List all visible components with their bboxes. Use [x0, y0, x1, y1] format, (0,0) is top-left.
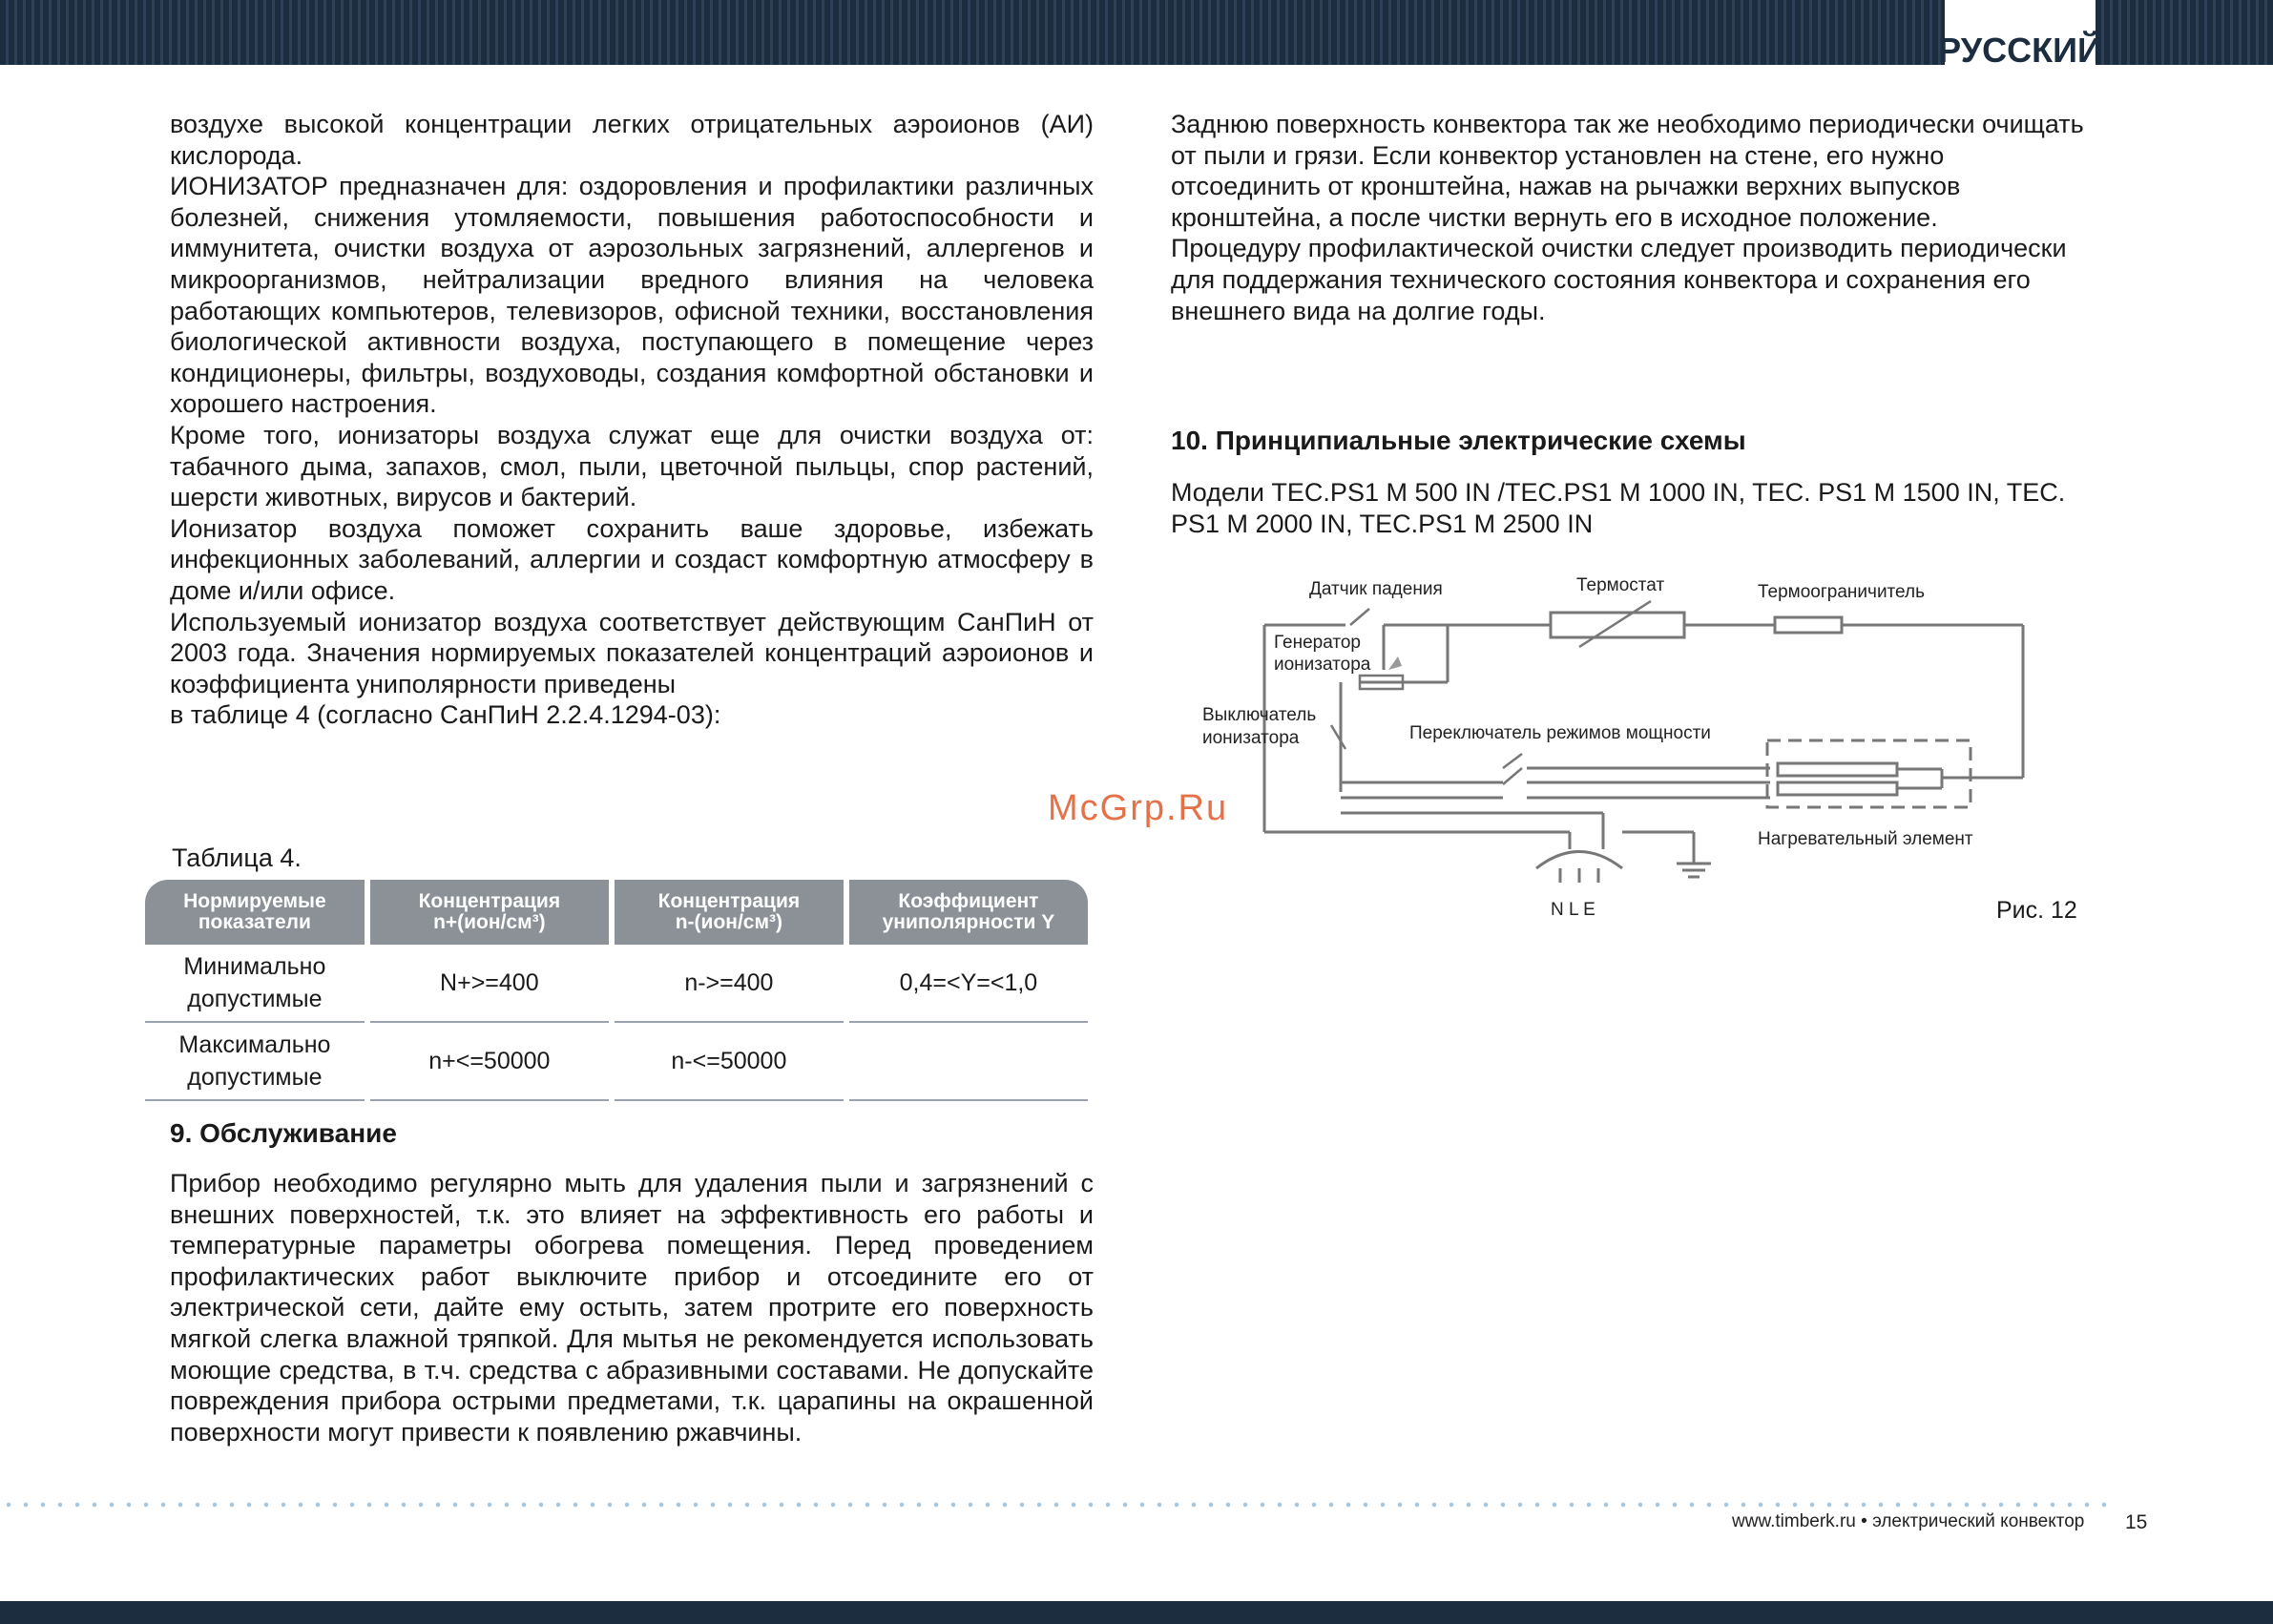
paragraph: Процедуру профилактической очистки следует производить периодически для поддержания технического состояния конвектора и сохранения его внешнего вида на долгие годы. — [1171, 234, 2067, 325]
paragraph: Модели TEC.PS1 M 500 IN /TEC.PS1 M 1000 IN, TEC. PS1 M 1500 IN, TEC. PS1 M 2000 IN, TEC.PS1 M 2500 IN — [1171, 478, 2066, 538]
table-header: Коэффициент униполярности Y — [849, 880, 1088, 945]
table-row — [145, 1023, 1088, 1101]
paragraph: Кроме того, ионизаторы воздуха служат еще для очистки воздуха от: табачного дыма, запахов, смол, пыли, цветочной пыльцы, спор растений, шерсти животных, вирусов и бактерий. — [170, 420, 1094, 512]
paragraph: Ионизатор воздуха поможет сохранить ваше здоровье, избежать инфекционных заболеваний, аллергии и создаст комфортную атмосферу в доме и/или офисе. — [170, 513, 1094, 605]
label-ionizer-generator: Генератор — [1274, 633, 1361, 653]
language-label: РУССКИЙ — [1945, 0, 2096, 76]
table-cell: Минимально допустимые — [145, 945, 365, 1023]
paragraph: Прибор необходимо регулярно мыть для удаления пыли и загрязнений с внешних поверхностей, т.к. это влияет на эффективность его работы и температурные параметры обогрева помещения. Перед проведением профилактических работ выключите прибор и отсоедините его от электрической сети, дайте ему остыть, затем протрите его поверхность мягкой слегка влажной тряпкой. Для мытья не рекомендуется использовать моющие средства, в т.ч. средства с абразивными составами. Не допускайте повреждения прибора острыми предметами, т.к. царапины на окрашенной поверхности могут привести к появлению ржавчины. — [170, 1169, 1094, 1447]
table-header: Нормируемые показатели — [145, 880, 365, 945]
paragraph: Заднюю поверхность конвектора так же необходимо периодически очищать от пыли и грязи. Если конвектор установлен на стене, его нужно отсоединить от кронштейна, нажав на рычажки верхних выпусков кронштейна, а после чистки вернуть его в исходное положение. — [1171, 110, 2084, 232]
table-cell — [849, 1023, 1088, 1101]
section-9-title: 9. Обслуживание — [170, 1118, 397, 1148]
table-cell: n-<=50000 — [615, 1023, 844, 1101]
label-power-mode-switch: Переключатель режимов мощности — [1409, 723, 1711, 743]
table-cell: Максимально допустимые — [145, 1023, 365, 1101]
paragraph: воздухе высокой концентрации легких отрицательных аэроионов (АИ) кислорода. — [170, 110, 1094, 170]
table-cell: 0,4=<Y=<1,0 — [849, 945, 1088, 1023]
table-header: Концентрация n+(ион/см³) — [370, 880, 609, 945]
models-text — [1171, 477, 2095, 539]
electrical-diagram — [1198, 563, 2145, 933]
paragraph: ИОНИЗАТОР предназначен для: оздоровления и профилактики различных болезней, снижения утомляемости, повышения работоспособности и иммунитета, очистки воздуха от аэрозольных загрязнений, аллергенов и микроорганизмов, нейтрализации вредного влияния на человека работающих компьютеров, телевизоров, офисной техники, восстановления биологической активности воздуха, поступающего в помещение через кондиционеры, фильтры, воздуховоды, создания комфортной обстановки и хорошего настроения. — [170, 172, 1094, 419]
table-caption: Таблица 4. — [172, 843, 302, 872]
table-cell: N+>=400 — [370, 945, 609, 1023]
figure-caption: Рис. 12 — [1996, 897, 2077, 924]
paragraph: в таблице 4 (согласно СанПиН 2.2.4.1294-03): — [170, 700, 721, 730]
dotted-divider — [0, 1502, 2111, 1508]
label-plug: N L E — [1551, 900, 1595, 920]
label-ionizer-generator: ионизатора — [1274, 655, 1371, 675]
label-ionizer-switch: ионизатора — [1202, 728, 1300, 748]
table-cell: n->=400 — [615, 945, 844, 1023]
table-header: Концентрация n-(ион/см³) — [615, 880, 844, 945]
table-row — [145, 945, 1088, 1023]
footer-site: www.timberk.ru • электрический конвектор — [1732, 1511, 2085, 1531]
header-bar — [0, 0, 2273, 65]
label-fall-sensor: Датчик падения — [1309, 579, 1443, 599]
label-ionizer-switch: Выключатель — [1202, 705, 1317, 725]
watermark: McGrp.Ru — [1048, 788, 1229, 828]
table-cell: n+<=50000 — [370, 1023, 609, 1101]
page-number: 15 — [2125, 1511, 2148, 1533]
label-thermal-limiter: Термоограничитель — [1758, 582, 1925, 602]
section-9-body — [170, 1168, 1094, 1447]
bottom-bar — [0, 1601, 2273, 1624]
label-thermostat: Термостат — [1576, 575, 1665, 595]
right-column — [1171, 109, 2095, 326]
left-column — [170, 109, 1094, 731]
paragraph: Используемый ионизатор воздуха соответствует действующим СанПиН от 2003 года. Значения нормируемых показателей концентраций аэроионов и коэффициента униполярности приведены — [170, 607, 1094, 698]
norms-table — [139, 880, 1094, 1101]
label-heating-element: Нагревательный элемент — [1758, 829, 1973, 849]
section-10-title: 10. Принципиальные электрические схемы — [1171, 426, 1746, 455]
